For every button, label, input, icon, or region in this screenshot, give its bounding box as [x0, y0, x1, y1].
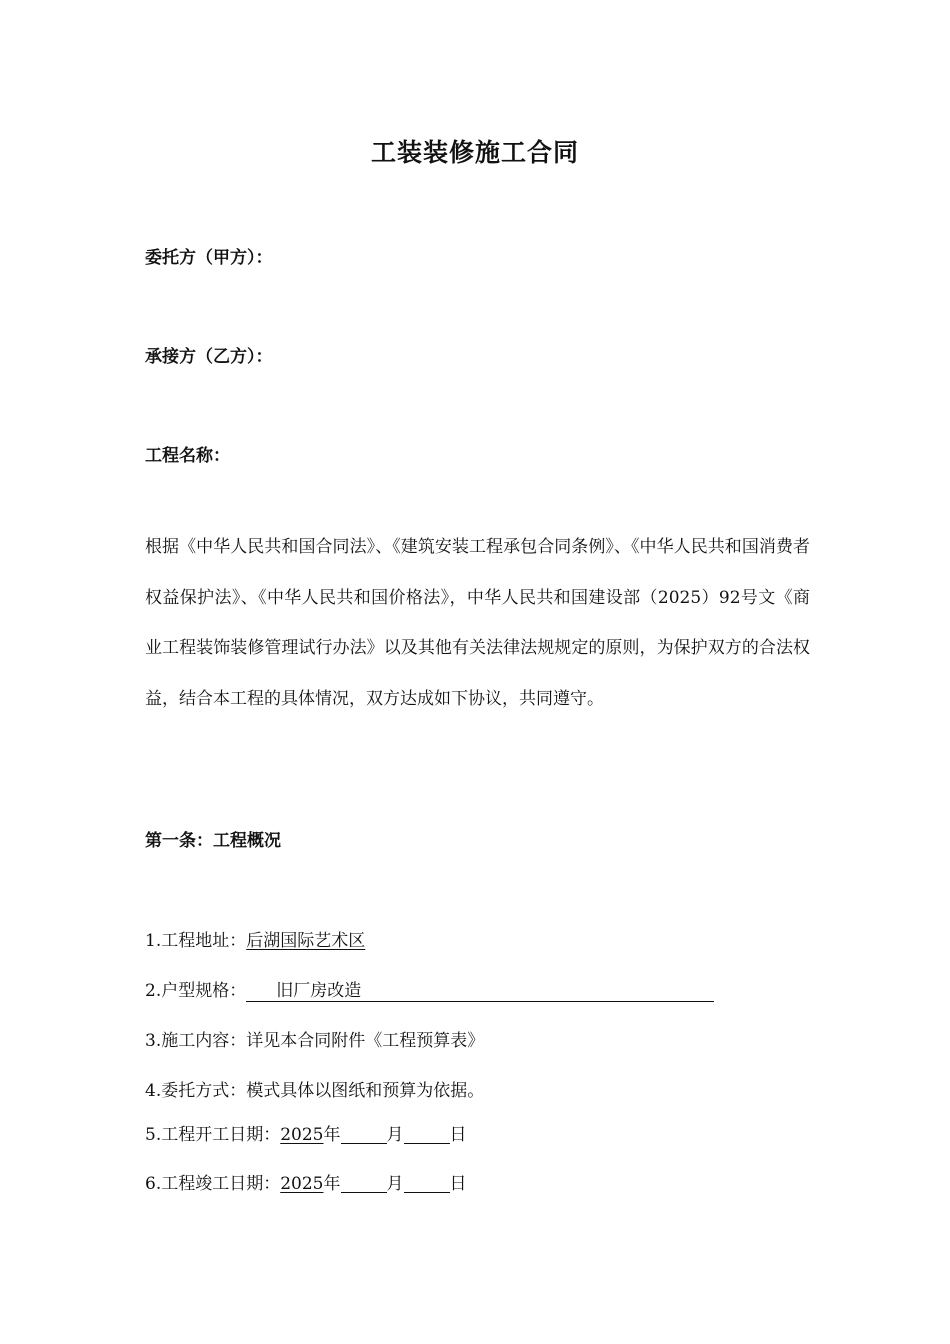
item-content: 3.施工内容：详见本合同附件《工程预算表》 [145, 1031, 485, 1051]
start-month-blank [341, 1126, 387, 1144]
item-address [145, 926, 365, 951]
item-mode: 4.委托方式：模式具体以图纸和预算为依据。 [145, 1081, 485, 1101]
start-day-blank [404, 1126, 450, 1144]
address-value: 后湖国际艺术区 [246, 931, 366, 951]
month-char: 月 [386, 1125, 404, 1145]
article-1-heading: 第一条：工程概况 [145, 831, 281, 851]
party-a-label: 委托方（甲方）： [145, 248, 273, 268]
item-start-date [145, 1120, 467, 1145]
start-year: 2025 [280, 1125, 324, 1145]
item-end-date [145, 1169, 467, 1194]
start-date-label: 5.工程开工日期： [145, 1125, 281, 1145]
year-char: 年 [323, 1125, 341, 1145]
end-day-blank [404, 1175, 450, 1193]
preamble-paragraph: 根据《中华人民共和国合同法》、《建筑安装工程承包合同条例》、《中华人民共和国消费者权益保护法》、《中华人民共和国价格法》，中华人民共和国建设部（2025）92号文《商业工程装饰装修管理试行办法》以及其他有关法律法规规定的原则，为保护双方的合法权益，结合本工程的具体情况，双方达成如下协议，共同遵守。 [145, 537, 810, 709]
end-date-label: 6.工程竣工日期： [145, 1174, 281, 1194]
item-spec [145, 976, 714, 1002]
year-char: 年 [323, 1174, 341, 1194]
spec-value: 旧厂房改造 [246, 976, 714, 1002]
spec-label: 2.户型规格： [145, 981, 247, 1001]
document-title: 工装装修施工合同 [370, 138, 579, 167]
day-char: 日 [449, 1174, 467, 1194]
month-char: 月 [386, 1174, 404, 1194]
end-month-blank [341, 1175, 387, 1193]
end-year: 2025 [280, 1174, 324, 1194]
project-name-label: 工程名称： [145, 446, 230, 466]
party-b-label: 承接方（乙方）： [145, 347, 273, 367]
address-label: 1.工程地址： [145, 931, 247, 951]
day-char: 日 [449, 1125, 467, 1145]
